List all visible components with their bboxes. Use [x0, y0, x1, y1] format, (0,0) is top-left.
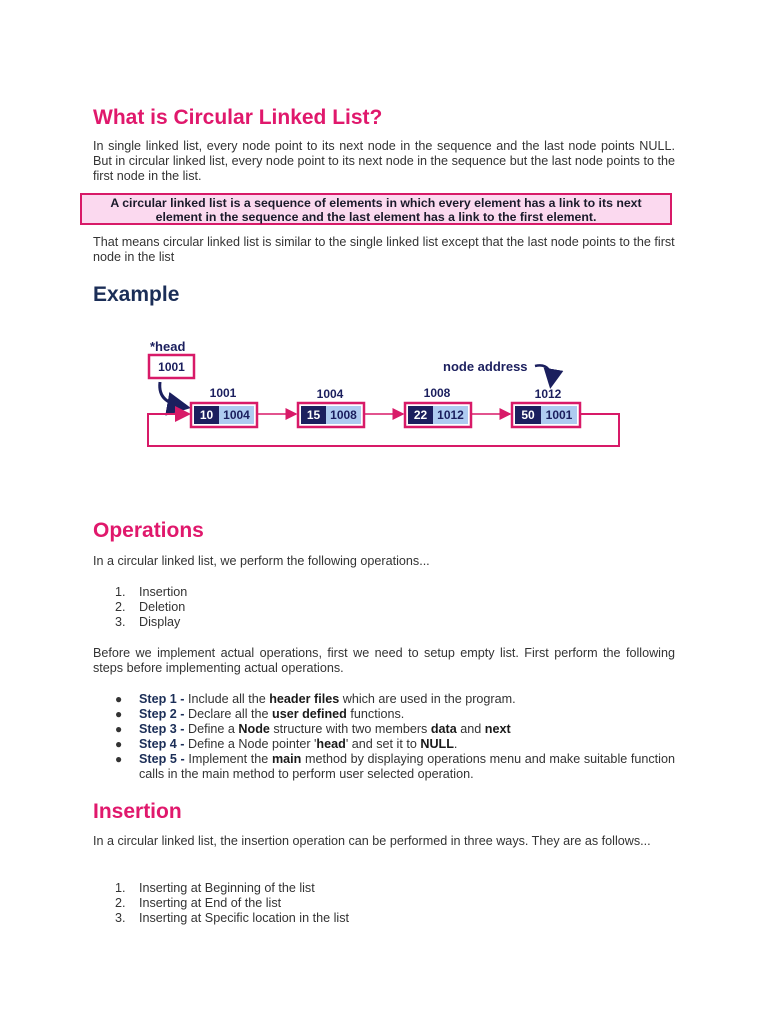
node-address: 1012: [534, 387, 562, 401]
list-item: 2. Deletion: [115, 600, 186, 614]
node-address-label: node address: [443, 359, 528, 374]
heading-insertion: Insertion: [93, 800, 182, 823]
head-pointer-arrow: [160, 382, 185, 407]
setup-paragraph: Before we implement actual operations, first we need to setup empty list. First perform the following steps before implementing actual operations.: [93, 646, 675, 675]
node-data: 15: [306, 408, 321, 422]
operations-intro: In a circular linked list, we perform the following operations...: [93, 554, 430, 568]
step-item: ● Step 5 - Implement the main method by displaying operations menu and make suitable function calls in the main method to perform user selected operation.: [115, 752, 675, 781]
node-next: 1012: [437, 408, 464, 422]
node-data: 22: [413, 408, 428, 422]
step-item: ● Step 4 - Define a Node pointer 'head' and set it to NULL.: [115, 737, 458, 751]
node-next: 1008: [330, 408, 357, 422]
step-item: ● Step 3 - Define a Node structure with two members data and next: [115, 722, 511, 736]
heading-operations: Operations: [93, 519, 204, 542]
definition-callout: A circular linked list is a sequence of elements in which every element has a link to its next element in the sequence and the last element has a link to the first element.: [80, 193, 672, 225]
node-data: 50: [521, 408, 535, 422]
node-next: 1001: [545, 408, 573, 422]
intro-paragraph: In single linked list, every node point to its next node in the sequence and the last node points NULL. But in circular linked list, every node point to its next node in the sequence but the last node points to the first node in the list.: [93, 139, 675, 183]
follow-up-paragraph: That means circular linked list is similar to the single linked list except that the last node points to the first node in the list: [93, 235, 675, 264]
insertion-intro: In a circular linked list, the insertion operation can be performed in three ways. They are as follows...: [93, 834, 651, 848]
heading-example: Example: [93, 283, 180, 306]
step-item: ● Step 1 - Include all the header files which are used in the program.: [115, 692, 516, 706]
node-address: 1001: [209, 386, 237, 400]
node-next: 1004: [223, 408, 250, 422]
node-address-arrow: [535, 365, 551, 384]
head-label: *head: [150, 339, 186, 354]
list-item: 3. Display: [115, 615, 181, 629]
node-address: 1004: [316, 387, 344, 401]
list-item: 1. Insertion: [115, 585, 188, 599]
step-item: ● Step 2 - Declare all the user defined functions.: [115, 707, 405, 721]
list-item: 2. Inserting at End of the list: [115, 896, 282, 910]
list-item: 1. Inserting at Beginning of the list: [115, 881, 315, 895]
heading-what-is-circular: What is Circular Linked List?: [93, 106, 383, 129]
list-item: 3. Inserting at Specific location in the list: [115, 911, 350, 925]
head-value: 1001: [158, 360, 185, 374]
node-data: 10: [199, 408, 214, 422]
node-address: 1008: [423, 386, 451, 400]
